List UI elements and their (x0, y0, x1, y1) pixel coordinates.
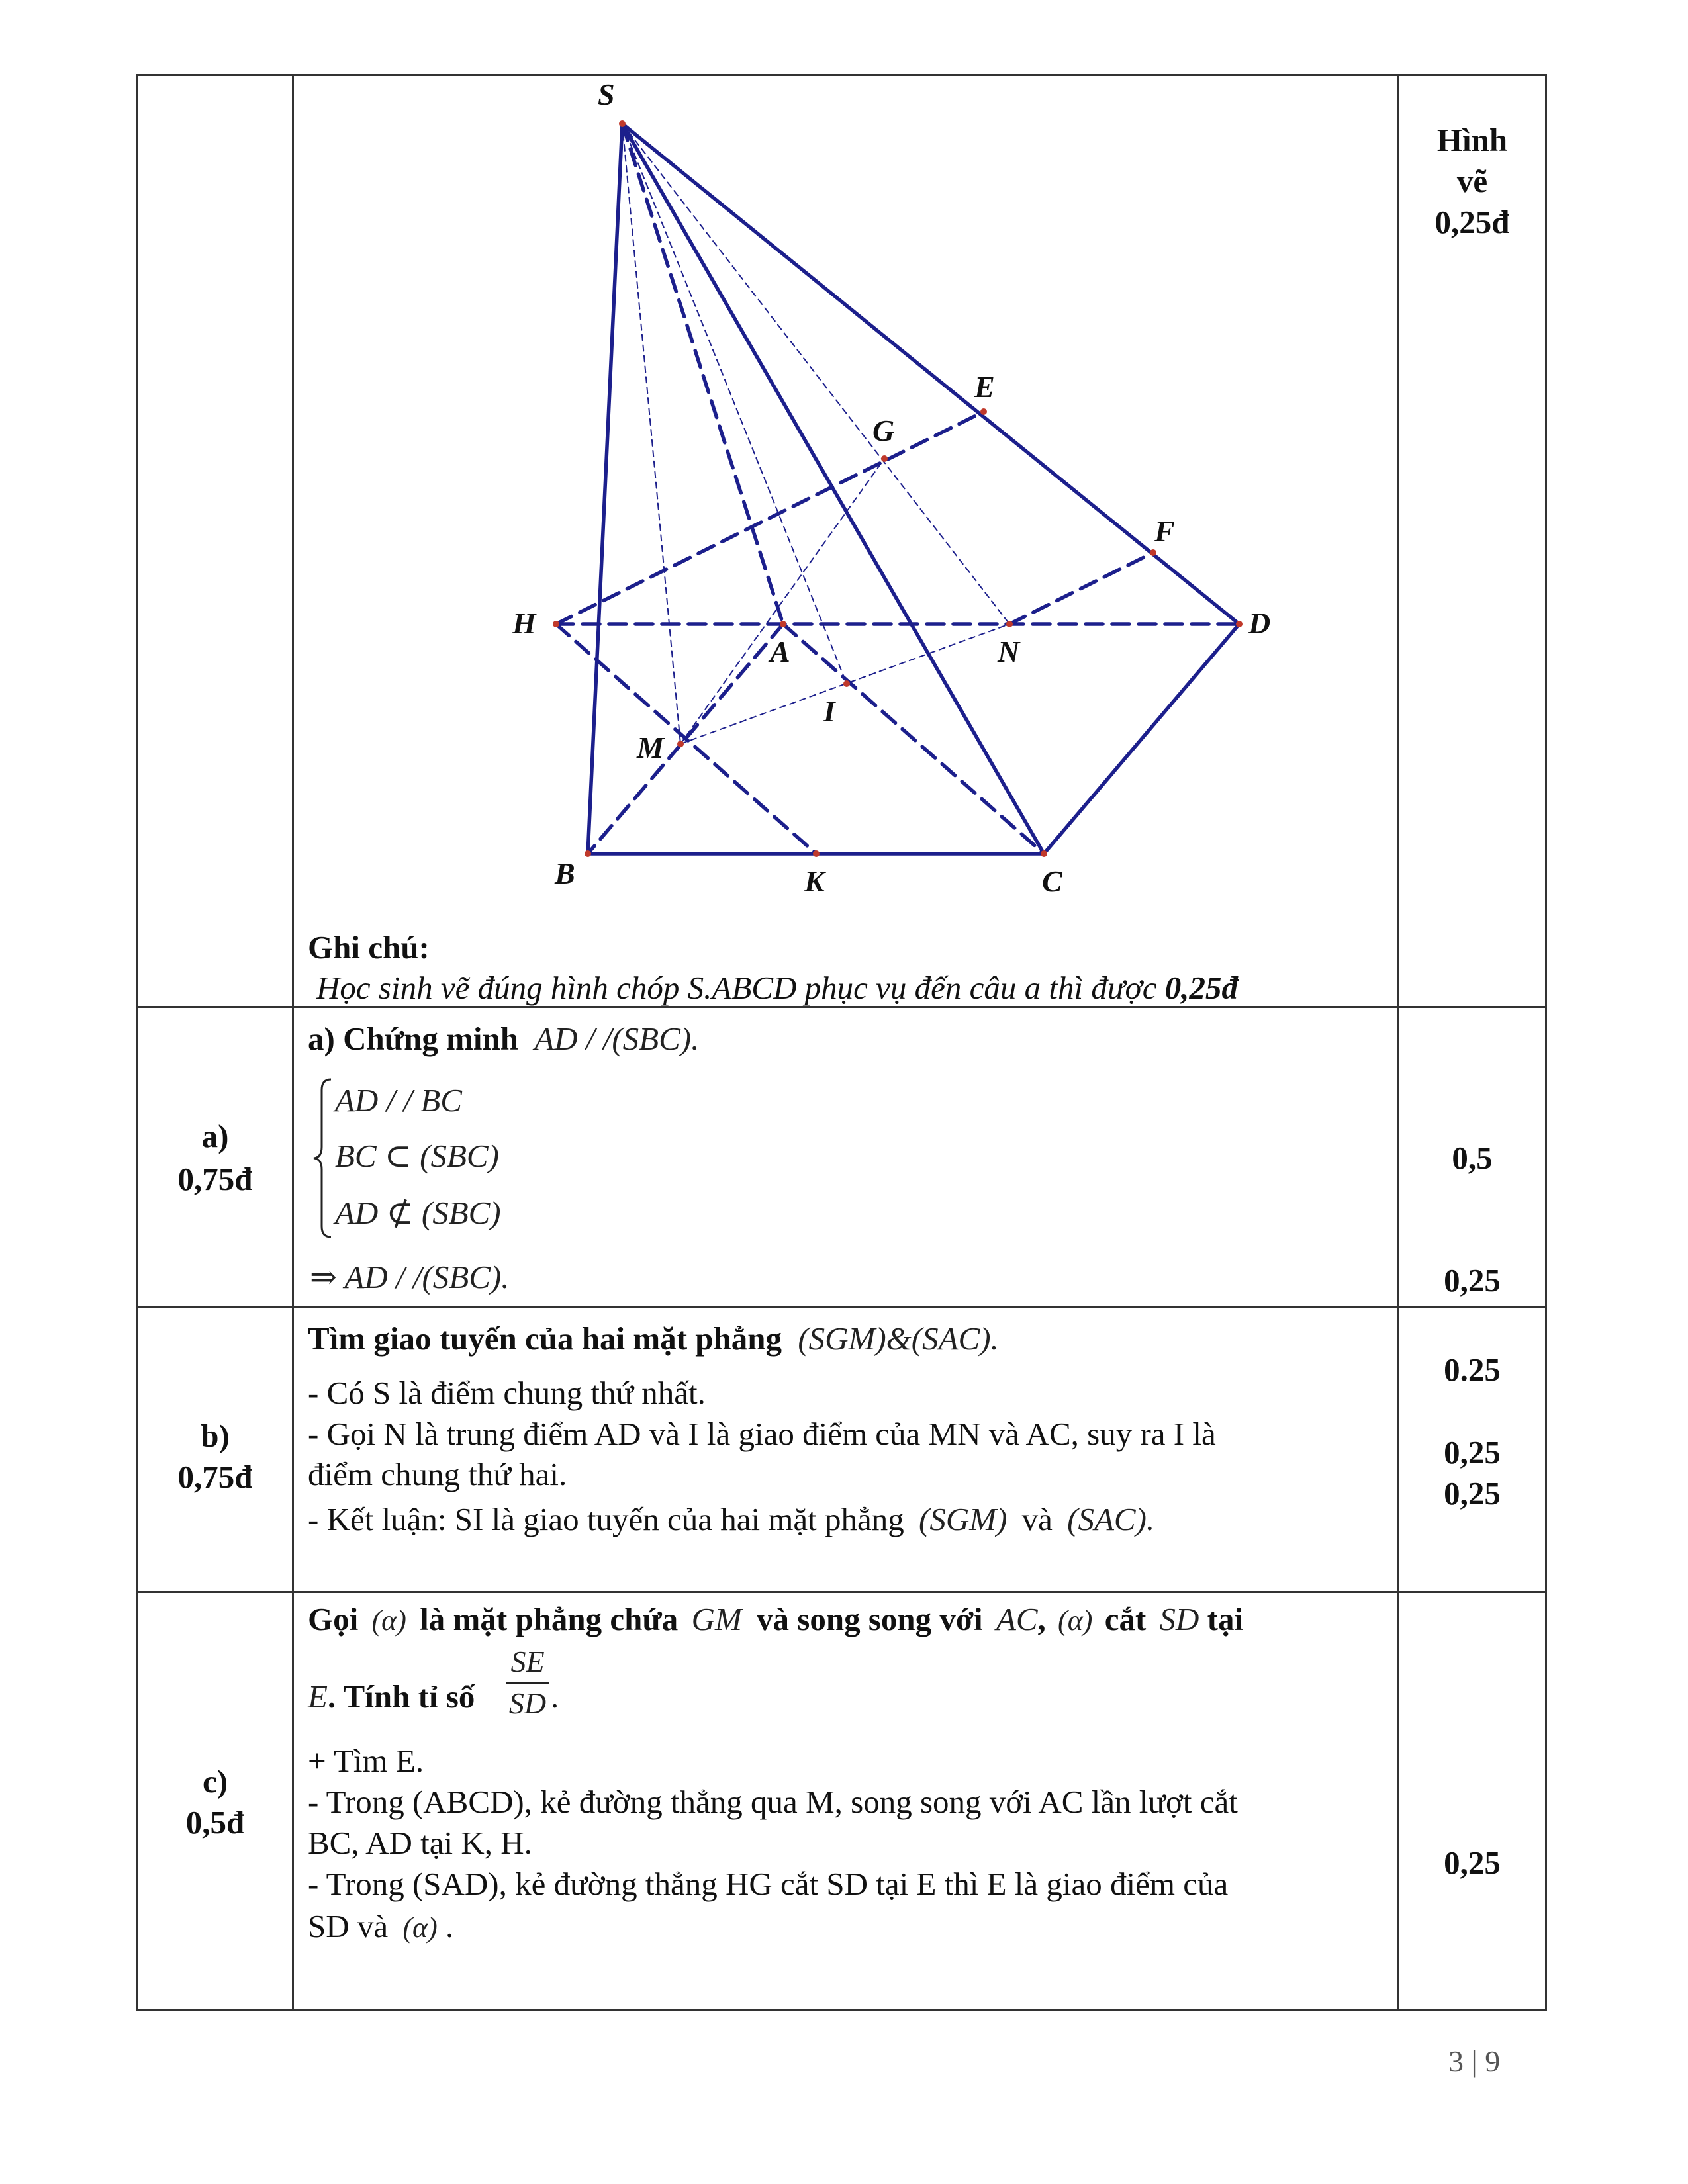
label-H: H (512, 606, 536, 640)
part-b-score1: 0.25 (1444, 1351, 1501, 1388)
figure-score-line1: Hình (1436, 122, 1508, 158)
part-c-points: 0,5đ (185, 1804, 245, 1841)
line-SI (622, 124, 847, 684)
point-E (980, 408, 987, 415)
part-b-label: b) (201, 1418, 230, 1454)
part-b-points: 0,75đ (177, 1459, 253, 1495)
part-c-comma: , (1037, 1601, 1046, 1637)
part-c-line3: BC, AD tại K, H. (308, 1825, 532, 1861)
note-text (316, 972, 1238, 1004)
part-c-frac-bar (506, 1682, 549, 1684)
label-D: D (1248, 606, 1271, 640)
label-A: A (770, 635, 790, 668)
part-c-gm: GM (691, 1601, 742, 1637)
point-K (813, 850, 820, 857)
part-b-conclusion (308, 1503, 1154, 1535)
part-c-last-prefix: SD và (308, 1908, 389, 1944)
part-c-line1: + Tìm E. (308, 1743, 424, 1779)
point-M (677, 741, 684, 747)
label-S: S (598, 77, 615, 111)
part-c-title-ratio: . Tính tỉ số (327, 1678, 475, 1715)
figure-score-line3: 0,25đ (1434, 204, 1510, 240)
part-c-sd: SD (1159, 1601, 1199, 1637)
part-a-points: 0,75đ (177, 1161, 253, 1197)
part-c-alpha: (α) (371, 1604, 406, 1637)
part-b-conclusion-and: và (1021, 1501, 1053, 1537)
part-c-last-alpha: (α) (402, 1911, 438, 1944)
part-c-e: E (308, 1678, 328, 1715)
edge-HE (556, 412, 984, 624)
part-c-label: c) (202, 1763, 228, 1799)
edge-SD (622, 124, 1239, 624)
table-border-row2 (136, 1306, 1547, 1308)
part-a-conclusion: ⇒ AD / /(SBC). (310, 1259, 510, 1295)
part-b-line1: - Có S là điểm chung thứ nhất. (308, 1375, 706, 1411)
part-c-line2: - Trong (ABCD), kẻ đường thẳng qua M, song song với AC lần lượt cắt (308, 1784, 1238, 1820)
label-I: I (823, 694, 835, 728)
point-I (843, 680, 850, 687)
point-F (1150, 549, 1156, 556)
point-H (553, 621, 559, 627)
part-c-title-cut: cắt (1104, 1601, 1147, 1637)
label-M: M (637, 731, 664, 764)
edge-CD (1044, 624, 1239, 854)
edge-SC (622, 124, 1044, 854)
part-c-title-parallel: và song song với (757, 1601, 983, 1637)
part-a-system-line2: BC ⊂ (SBC) (335, 1138, 499, 1174)
part-a-score2: 0,25 (1444, 1262, 1501, 1298)
system-brace (308, 1075, 335, 1241)
part-c-title-line1 (308, 1603, 1243, 1635)
line-MG (680, 459, 884, 744)
part-a-system-line3: AD ⊄ (SBC) (335, 1195, 501, 1231)
point-N (1006, 621, 1013, 627)
label-G: G (872, 414, 895, 447)
label-F: F (1154, 514, 1175, 548)
part-c-fraction (506, 1647, 549, 1719)
point-G (881, 455, 888, 462)
part-b-score3: 0,25 (1444, 1475, 1501, 1512)
part-c-frac-den: SD (508, 1686, 547, 1720)
part-c-line4: - Trong (SAD), kẻ đường thẳng HG cắt SD tại E thì E là giao điểm của (308, 1866, 1229, 1902)
table-border-bottom (136, 2009, 1547, 2011)
part-a-label: a) (201, 1118, 229, 1154)
edge-SA (622, 124, 783, 624)
page-number: 3 | 9 (1448, 2044, 1501, 2078)
edge-NF (1009, 553, 1153, 624)
note-text-body: Học sinh vẽ đúng hình chóp S.ABCD phục vụ đến câu a thì được (316, 970, 1157, 1006)
point-D (1236, 621, 1243, 627)
table-border-row3 (136, 1591, 1547, 1593)
part-c-frac-num: SE (510, 1645, 545, 1678)
part-c-title-at: tại (1207, 1601, 1244, 1637)
part-b-conclusion-text: - Kết luận: SI là giao tuyến của hai mặt phẳng (308, 1501, 904, 1537)
table-border-row1 (136, 1006, 1547, 1008)
part-c-ac: AC (996, 1601, 1038, 1637)
part-c-line5 (308, 1910, 453, 1942)
line-SN (622, 124, 1009, 624)
figure-score-line2: vẽ (1456, 163, 1488, 199)
part-b-score2: 0,25 (1444, 1434, 1501, 1471)
part-b-line2: - Gọi N là trung điểm AD và I là giao điểm của MN và AC, suy ra I là (308, 1416, 1216, 1452)
label-C: C (1042, 864, 1062, 898)
part-a-system-line1: AD / / BC (335, 1082, 462, 1118)
part-a-score1: 0,5 (1452, 1140, 1493, 1176)
part-c-score: 0,25 (1444, 1844, 1501, 1881)
part-b-title (308, 1322, 999, 1355)
part-a-title (308, 1023, 699, 1055)
part-b-conclusion-m2: (SAC). (1067, 1501, 1155, 1537)
label-B: B (555, 856, 575, 890)
part-c-title-goi: Gọi (308, 1601, 359, 1637)
part-c-last-end: . (445, 1908, 454, 1944)
part-b-conclusion-m1: (SGM) (919, 1501, 1008, 1537)
part-a-title-math: AD / /(SBC). (534, 1021, 700, 1057)
note-score: 0,25đ (1164, 970, 1238, 1006)
label-E: E (974, 370, 995, 404)
part-a-title-text: a) Chứng minh (308, 1021, 519, 1057)
edge-SB (588, 124, 622, 854)
point-B (585, 850, 591, 857)
part-b-line3: điểm chung thứ hai. (308, 1456, 567, 1492)
label-N: N (998, 635, 1020, 668)
part-b-title-text: Tìm giao tuyến của hai mặt phẳng (308, 1320, 782, 1357)
part-c-title-line2 (308, 1680, 475, 1713)
note-title: Ghi chú: (308, 929, 430, 966)
part-c-frac-end: . (551, 1678, 559, 1715)
part-c-alpha-2: (α) (1058, 1604, 1093, 1637)
label-K: K (804, 864, 825, 898)
point-S (619, 120, 626, 127)
point-A (780, 621, 786, 627)
point-C (1041, 850, 1047, 857)
part-b-title-math: (SGM)&(SAC). (798, 1320, 999, 1357)
part-c-title-plane: là mặt phẳng chứa (420, 1601, 679, 1637)
